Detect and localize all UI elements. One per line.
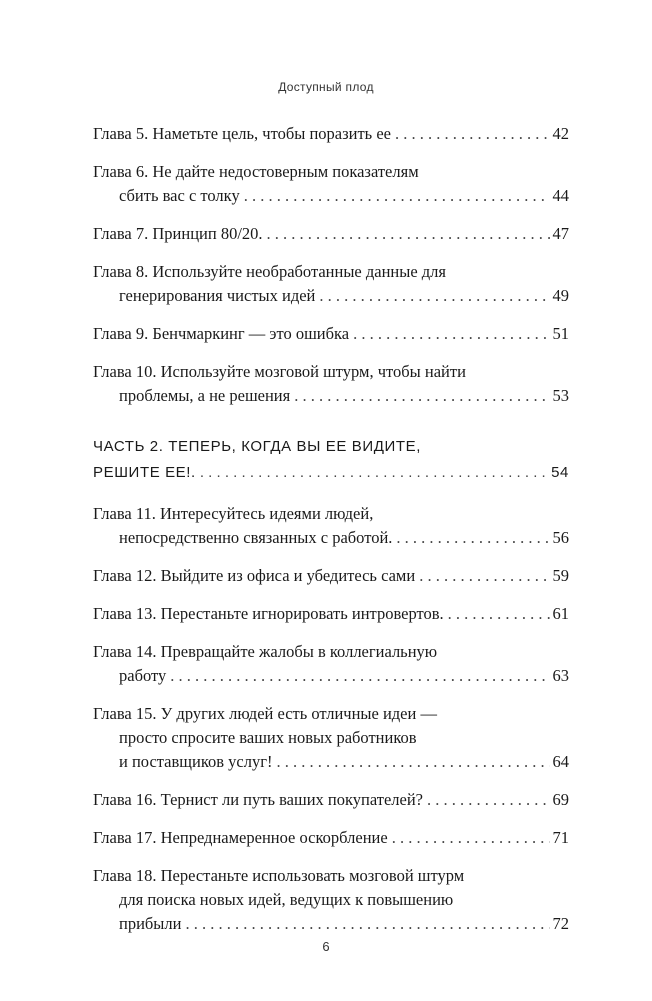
dot-leader — [448, 602, 550, 626]
toc-page-number: 42 — [552, 124, 569, 143]
toc-page-number: 47 — [552, 224, 569, 243]
toc-entry-title: Глава 7. Принцип 80/20. — [93, 224, 263, 243]
toc-entry-title-continuation: просто спросите ваших новых работников — [119, 728, 417, 747]
dot-leader — [419, 564, 549, 588]
toc-entry-title: Глава 8. Используйте необработанные данные для — [93, 262, 447, 281]
toc-page-number: 72 — [552, 914, 569, 933]
dot-leader — [294, 384, 549, 408]
dot-leader — [396, 526, 549, 550]
dot-leader — [267, 222, 550, 246]
toc-entry-title-continuation: генерирования чистых идей — [119, 286, 316, 305]
toc-page-number: 61 — [552, 604, 569, 623]
toc-entry-chapter-16[interactable] — [93, 788, 569, 812]
toc-entry-chapter-13[interactable] — [93, 602, 569, 626]
toc-entry-chapter-18[interactable] — [93, 864, 569, 936]
dot-leader — [170, 664, 549, 688]
toc-entry-title: Глава 10. Используйте мозговой штурм, чтобы найти — [93, 362, 466, 381]
toc-page-number: 49 — [552, 286, 569, 305]
toc-entry-title: Глава 17. Непреднамеренное оскорбление — [93, 828, 388, 847]
toc-page-number: 54 — [551, 464, 569, 481]
toc-entry-chapter-9[interactable] — [93, 322, 569, 346]
toc-entry-title: Глава 5. Наметьте цель, чтобы поразить ее — [93, 124, 391, 143]
page-number: 6 — [322, 939, 330, 954]
toc-entry-chapter-6[interactable] — [93, 160, 569, 208]
toc-page-number: 69 — [552, 790, 569, 809]
toc-entry-chapter-10[interactable] — [93, 360, 569, 408]
toc-page-number: 64 — [552, 752, 569, 771]
toc-part-title-continuation: РЕШИТЕ ЕЕ!. — [93, 464, 196, 481]
dot-leader — [392, 826, 550, 850]
dot-leader — [277, 750, 550, 774]
toc-entry-title-continuation: проблемы, а не решения — [119, 386, 291, 405]
toc-page-number: 56 — [552, 528, 569, 547]
toc-entry-title-continuation: прибыли — [119, 914, 182, 933]
running-head: Доступный плод — [278, 80, 374, 94]
toc-entry-title: Глава 9. Бенчмаркинг — это ошибка — [93, 324, 350, 343]
toc-entry-title: Глава 11. Интересуйтесь идеями людей, — [93, 504, 374, 523]
toc-page-number: 63 — [552, 666, 569, 685]
table-of-contents — [93, 122, 569, 950]
toc-entry-chapter-17[interactable] — [93, 826, 569, 850]
dot-leader — [395, 122, 550, 146]
toc-page-number: 59 — [552, 566, 569, 585]
dot-leader — [244, 184, 550, 208]
toc-entry-chapter-5[interactable] — [93, 122, 569, 146]
toc-entry-chapter-14[interactable] — [93, 640, 569, 688]
toc-entry-title: Глава 13. Перестаньте игнорировать интровертов. — [93, 604, 444, 623]
toc-entry-title: Глава 14. Превращайте жалобы в коллегиальную — [93, 642, 438, 661]
toc-entry-title: Глава 15. У других людей есть отличные идеи — — [93, 704, 437, 723]
toc-entry-title: Глава 18. Перестаньте использовать мозговой штурм — [93, 866, 465, 885]
toc-entry-title-continuation: и поставщиков услуг! — [119, 752, 273, 771]
toc-entry-title: Глава 6. Не дайте недостоверным показателям — [93, 162, 419, 181]
toc-entry-title-continuation: для поиска новых идей, ведущих к повышению — [119, 890, 454, 909]
toc-entry-chapter-8[interactable] — [93, 260, 569, 308]
toc-entry-chapter-12[interactable] — [93, 564, 569, 588]
toc-entry-title: Глава 16. Тернист ли путь ваших покупателей? — [93, 790, 423, 809]
toc-entry-part-2[interactable] — [93, 434, 569, 486]
dot-leader — [200, 460, 545, 486]
toc-entry-title: Глава 12. Выйдите из офиса и убедитесь сами — [93, 566, 416, 585]
toc-entry-title-continuation: сбить вас с толку — [119, 186, 240, 205]
toc-entry-title-continuation: работу — [119, 666, 167, 685]
toc-page-number: 44 — [552, 186, 569, 205]
toc-entry-chapter-15[interactable] — [93, 702, 569, 774]
toc-entry-chapter-7[interactable] — [93, 222, 569, 246]
toc-page-number: 71 — [552, 828, 569, 847]
toc-page-number: 51 — [552, 324, 569, 343]
toc-entry-title-continuation: непосредственно связанных с работой. — [119, 528, 393, 547]
dot-leader — [319, 284, 549, 308]
dot-leader — [427, 788, 550, 812]
dot-leader — [185, 912, 549, 936]
toc-page-number: 53 — [552, 386, 569, 405]
toc-entry-chapter-11[interactable] — [93, 502, 569, 550]
toc-part-title: ЧАСТЬ 2. ТЕПЕРЬ, КОГДА ВЫ ЕЕ ВИДИТЕ, — [93, 438, 421, 455]
dot-leader — [353, 322, 549, 346]
